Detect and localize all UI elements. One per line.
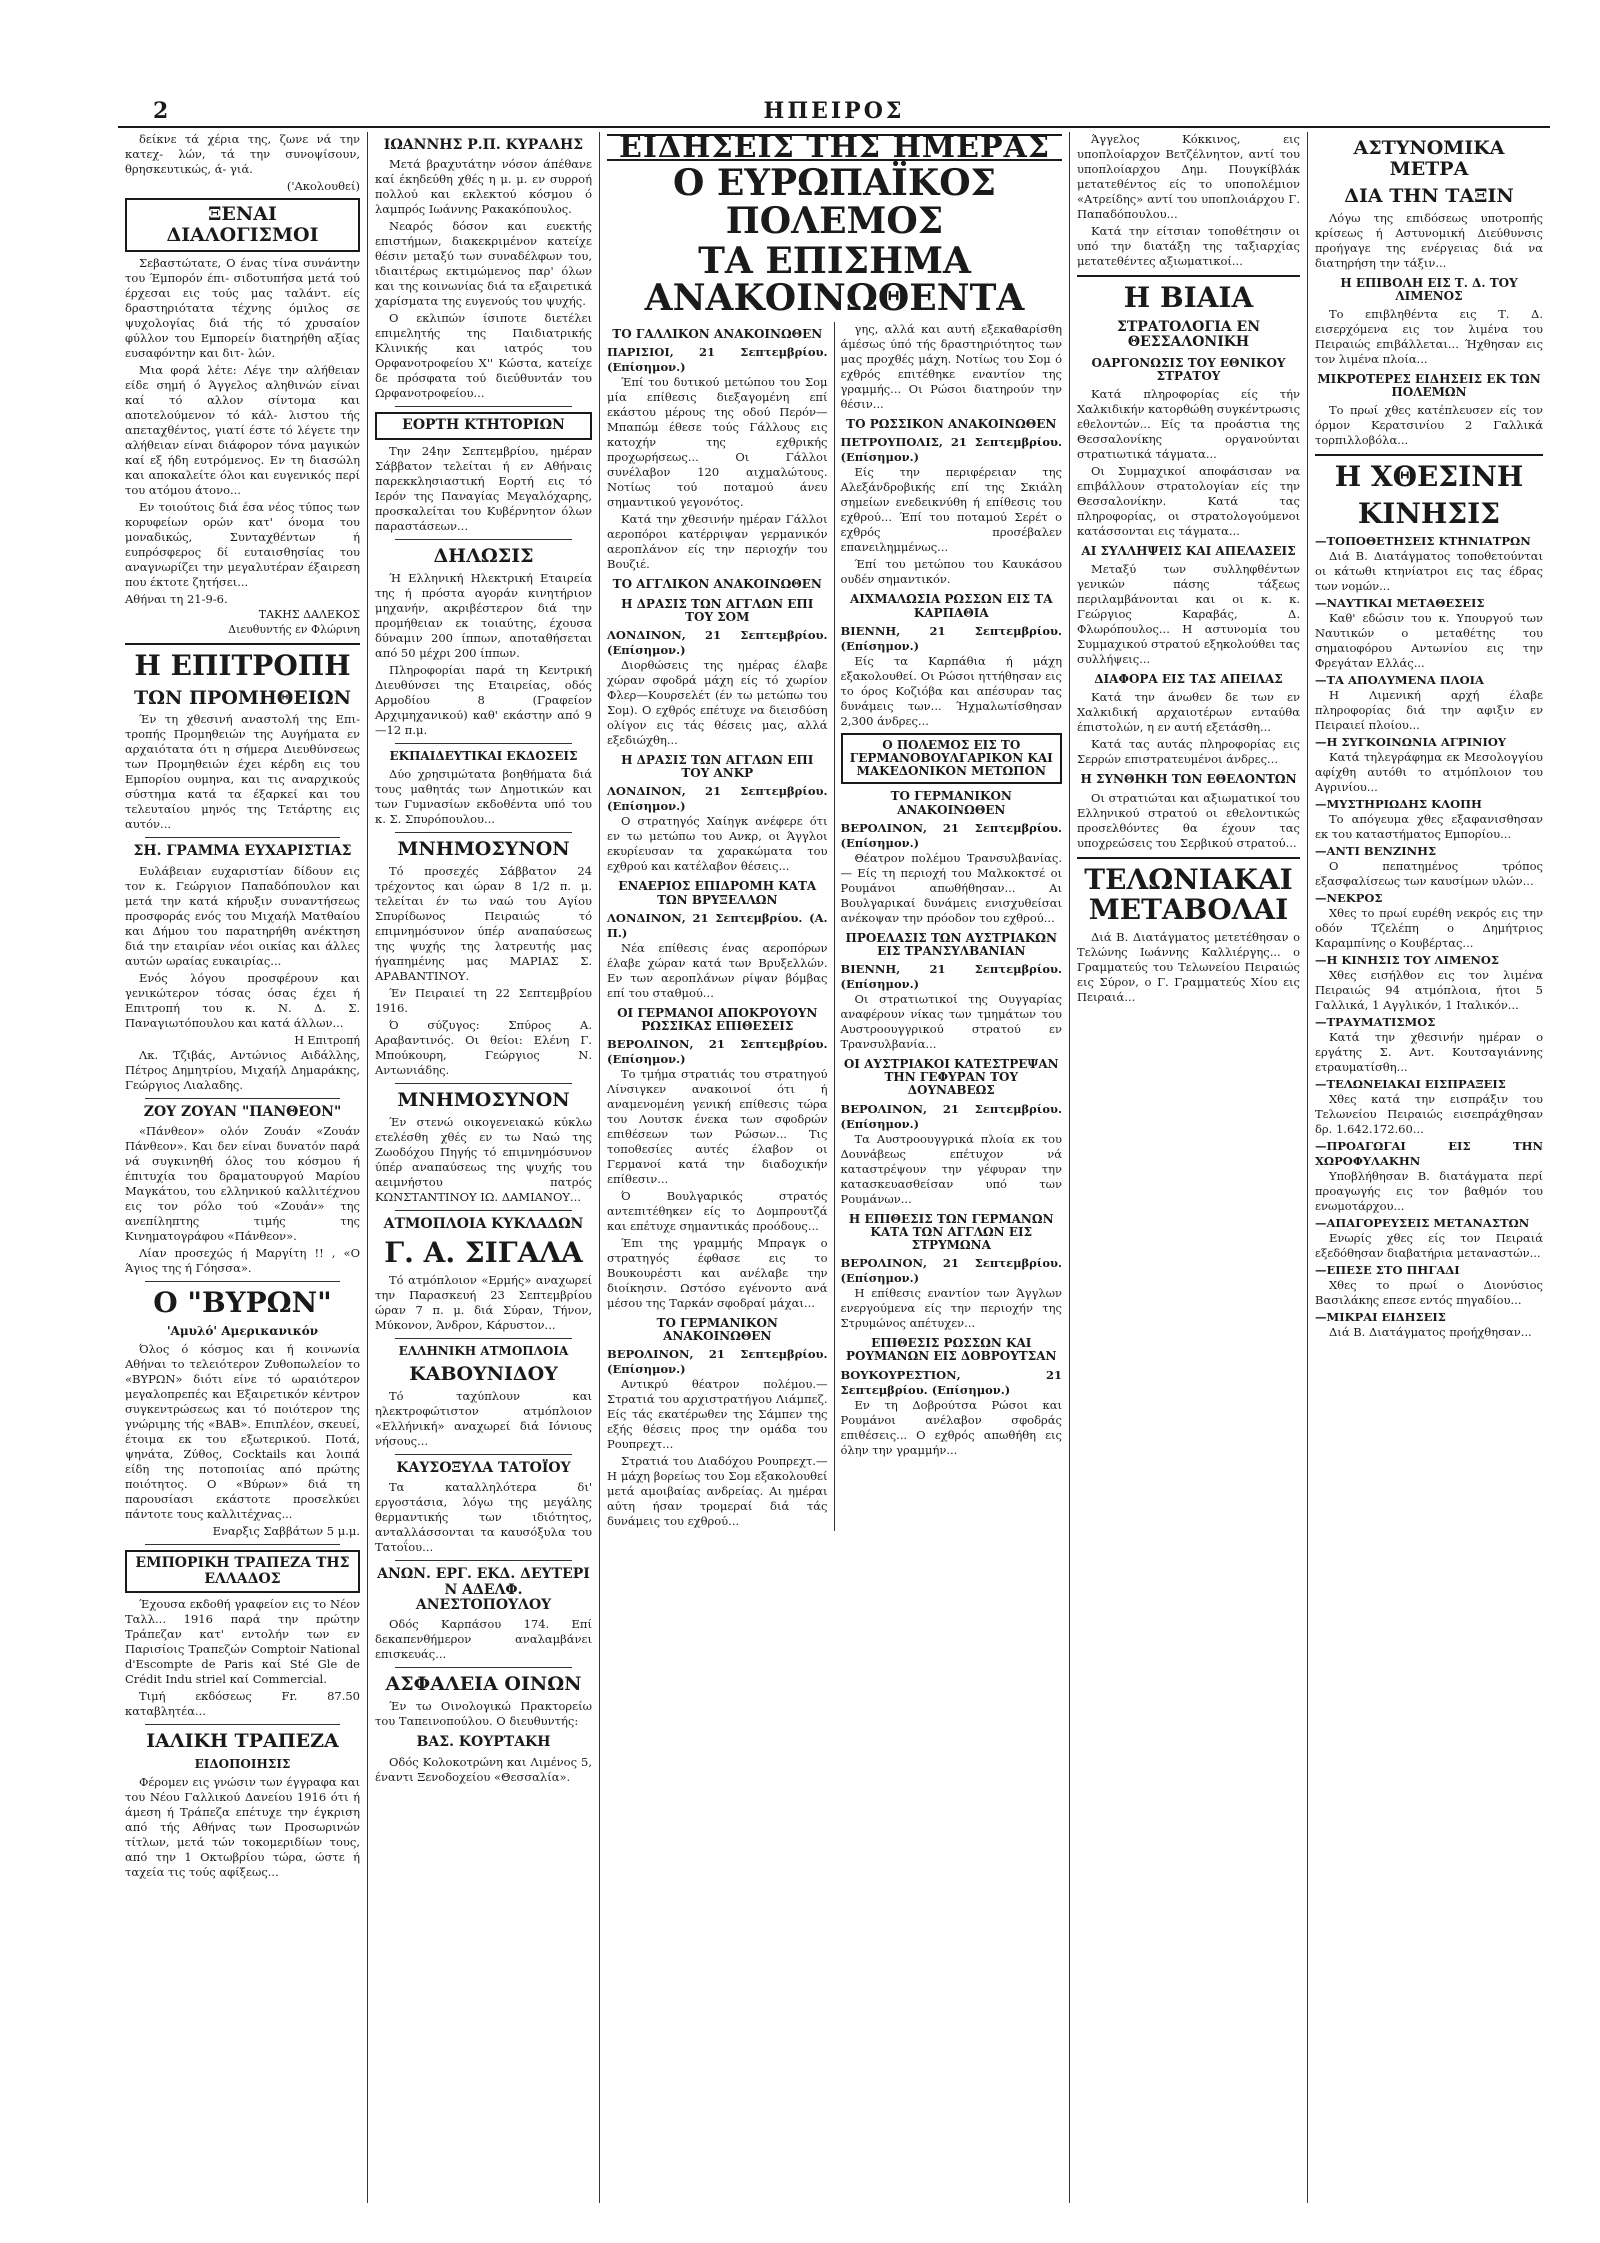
dateline-1: ΠΑΡΙΣΙΟΙ, 21 Σεπτεμβρίου. (Επίσημον.) xyxy=(607,345,828,375)
heading-aktiki-sub: ΕΙΔΟΠΟΙΗΣΙΣ xyxy=(194,1756,291,1771)
col1-p2: Μια φορά λέτε: Λέγε την αλήθειαν είδε σημή ό Άγγελος αληθινών είναι καί τό αλλον σίντομα και αποτελούμενον τό κάλ- λιστου τής απεταχθέντος, γιατί έστε τό λέγετε την αλήθειαν είναι διάφορον τόνα μαγικών καί εξ ήδη ευτρόμενος. Εν τη διασώλη και αποκαλείτε όλοι και ευγενικός περί του ατόμου άτονο... xyxy=(125,362,360,497)
col2-p13b: ΒΑΣ. ΚΟΥΡΤΑΚΗ xyxy=(416,1734,551,1751)
heading-mikroteres: ΜΙΚΡΟΤΕΡΕΣ ΕΙΔΗΣΕΙΣ ΕΚ ΤΩΝ ΠΟΛΕΜΩΝ xyxy=(1317,372,1541,400)
newspaper-title: ΗΠΕΙΡΟΣ xyxy=(763,98,905,124)
list-heading-10: —ΤΕΛΩΝΕΙΑΚΑΙ ΕΙΣΠΡΑΞΕΙΣ xyxy=(1315,1077,1506,1092)
list-heading-8: —Η ΚΙΝΗΣΙΣ ΤΟΥ ΛΙΜΕΝΟΣ xyxy=(1315,953,1500,968)
list-heading-9: —ΤΡΑΥΜΑΤΙΣΜΟΣ xyxy=(1315,1015,1436,1030)
col1-p9: Έχουσα εκδοθή γραφείον εις το Νέον Ταλλ... 1916 παρά την πρώτην Τράπεζαν κατ' εντολήν των εν Παρισίοις Τραπεζών Comptoir National d'Escompte de Paris καί Sté Gle de Crédit Indu striel καί Commercial. xyxy=(125,1597,360,1687)
heading-limenos: Η ΕΠΙΒΟΛΗ ΕΙΣ Τ. Δ. ΤΟΥ ΛΙΜΕΝΟΣ xyxy=(1340,275,1518,303)
col2-p3: Ο εκλιπών ίσιποτε διετέλει επιμελητής της Παιδιατρικής Κλινικής και ιατρός του Ορφανοτροφείου Χ'' Κώστα, κατείχε δε πρόσφατα τού διεύθυντάν του Ωρφανοτροφείου... xyxy=(375,311,592,401)
sign-role: Διευθυντής εν Φλώρινη xyxy=(228,622,360,636)
col2-p13c: Οδός Κολοκοτρώνη και Λιμένος 5, έναντι Ξενοδοχείου «Θεσσαλία». xyxy=(375,1754,592,1784)
center-p2: Κατά την χθεσινήν ημέραν Γάλλοι αεροπόροι κατέρριψαν γερμανικόν αεροπλάνον είς την περιοχήν του Βουζιέ. xyxy=(607,512,828,572)
list-heading-12: —ΑΠΑΓΟΡΕΥΣΕΙΣ ΜΕΤΑΝΑΣΤΩΝ xyxy=(1315,1216,1530,1231)
center-p14: Θέατρον πολέμου Τρανσυλβανίας.— Είς τη περιοχή του Μαλκοκτσέ οι Ρουμάνοι απωθήθησαν... Αι Βουλγαρικαί δυνάμεις ενισχυθείσαι ανέκοψαν την πρόοδον του εχθρού... xyxy=(840,850,1062,925)
divider xyxy=(125,643,360,645)
center-news xyxy=(600,132,1070,2203)
heading-vyron-sub: 'Αμυλό' Αμερικανικόν xyxy=(166,1324,319,1339)
divider xyxy=(395,832,572,833)
heading-atmoploia: ΑΤΜΟΠΛΟΙΑ ΚΥΚΛΑΔΩΝ xyxy=(383,1215,584,1232)
col2-p8: Έν στενώ οικογενειακώ κύκλω ετελέσθη χθές εν τω Ναώ της Ζωοδόχου Πηγής τό επιμνημόσυνον ύπέρ αναπαύσεως της ψυχής του αειμνήστου πατρός ΚΩΝΣΤΑΝΤΙΝΟΥ ΙΩ. ΔΑΜΙΑΝΟΥ... xyxy=(375,1114,592,1204)
col6-p5: Καθ' εδώσιν του κ. Υπουργού των Ναυτικών ο μεταθέτης του σημαιοφόρου Αντωνίου εις την Φρεγάταν Ελλάς... xyxy=(1315,611,1543,671)
divider xyxy=(145,1544,340,1545)
heading-kavounides: ΚΑΒΟΥΝΙΔΟΥ xyxy=(409,1363,558,1386)
heading-germanoi: ΟΙ ΓΕΡΜΑΝΟΙ ΑΠΟΚΡΟΥΟΥΝ ΡΩΣΣΙΚΑΣ ΕΠΙΘΕΣΕΙΣ xyxy=(617,1005,818,1033)
dateline-2: ΛΟΝΔΙΝΟΝ, 21 Σεπτεμβρίου. (Επίσημον.) xyxy=(607,627,828,657)
heading-diafora: ΔΙΑΦΟΡΑ ΕΙΣ ΤΑΣ ΑΠΕΙΛΑΣ xyxy=(1094,672,1283,687)
heading-kinisis: ΚΙΝΗΣΙΣ xyxy=(1357,497,1501,531)
col6-p2: Το επιβληθέντα εις Τ. Δ. εισερχόμενα εις τον λιμένα του Πειραιώς επιβάλλεται... Ήχθησαν εις τον λιμένα πλοία... xyxy=(1315,307,1543,367)
heading-andreou: ΑΝΩΝ. ΕΡΓ. ΕΚΔ. ΔΕΥΤΕΡΙ Ν ΑΔΕΛΦ. ΑΝΕΣΤΟΠΟΥΛΟΥ xyxy=(377,1566,590,1614)
divider xyxy=(395,1338,572,1339)
divider xyxy=(395,1560,572,1561)
center-p11: Είς την περιφέρειαν της Αλεξάνδροβικής επί της Σκιάλη σημείων ενεδεικνύθη ή επίθεσις του εχθρού... Έπί του ποταμού Σερέτ ο εχθρός προσέβαλεν επανειλημμένως... xyxy=(840,465,1062,555)
center-p5: Νέα επίθεσις ένας αεροπόρων έλαβε χώραν κατά των Βρυξελλών. Εν των αεροπλάνων ρίψαν βόμβας επί του σταθμού... xyxy=(607,940,828,1000)
center-col-a xyxy=(607,322,835,1531)
col2-p4: Την 24ην Σεπτεμβρίου, ημέραν Σάββατον τελείται ή εν Αθήναις παρεκκλησιαστική Εορτή εις τό Ιερόν της Παναγίας Μεγαλόχαρης, προσκαλείται του Κυβέρνητον όλων παραστάσεων... xyxy=(375,443,592,533)
heading-astynomika: ΑΣΤΥΝΟΜΙΚΑ ΜΕΤΡΑ xyxy=(1353,137,1505,180)
center-p12: Έπί του μετώπου του Καυκάσου ουδέν σημαντικόν. xyxy=(840,557,1062,587)
heading-telonia: ΤΕΛΩΝΙΑΚΑΙ ΜΕΤΑΒΟΛΑΙ xyxy=(1084,862,1293,927)
col6-p10: Χθες το πρωί ευρέθη νεκρός εις την οδόν Τζελέπη ο Δημήτριος Καραμπίνης ο Κουβέρτας... xyxy=(1315,906,1543,951)
divider xyxy=(395,743,572,744)
list-heading-7: —ΝΕΚΡΟΣ xyxy=(1315,891,1383,906)
heading-eorti: ΕΟΡΤΗ ΚΤΗΤΟΡΙΩΝ xyxy=(375,412,592,439)
center-p15: Οι στρατιωτικοί της Ουγγαρίας αναφέρουν νίκας των τμημάτων του Αυστροουγγρικού στρατού εν Τρανσυλβανία... xyxy=(840,992,1062,1052)
col5-p1: Άγγελος Κόκκινος, εις υποπλοίαρχον Βετζέλνητον, αντί του υποπλοίαρχου Δημ. Πουγκίβλάκ μετατεθέντος είς το υποπολέμιον «Ατρείδης» αντί του υποπλοιάρχου Γ. Παπαδόπουλου... xyxy=(1077,132,1300,221)
dateline-4: ΛΟΝΔΙΝΟΝ, 21 Σεπτεμβρίου. (Α. Π.) xyxy=(607,910,828,940)
divider xyxy=(1077,857,1300,859)
heading-gramma: ΣΗ. ΓΡΑΜΜΑ ΕΥΧΑΡΙΣΤΙΑΣ xyxy=(133,843,352,860)
center-p16: Τα Αυστροουγγρικά πλοία εκ του Δουνάβεως επέτυχον νά καταστρέψουν την γέφυραν την κατασκευασθείσαν υπό των Ρουμάνων... xyxy=(840,1131,1062,1206)
center-p1: Έπί του δυτικού μετώπου του Σομ μία επίθεσις διεξαγομένη επί εκάστου μέρους της οδού Περόν—Μπαπώμ έθεσε τούς Γάλλους εις κατοχήν της εχθρικής προχωρήσεως... Οι Γάλλοι συνέλαβον 120 αιχμαλώτους. Νοτίως τού ποταμού άνευ σημαντικού γεγονότος. xyxy=(607,375,828,510)
heading-drasis-1: Η ΔΡΑΣΙΣ ΤΩΝ ΑΓΓΛΩΝ ΕΠΙ ΤΟΥ ΣΟΜ xyxy=(621,596,814,624)
col1-p7b: Λίαν προσεχώς ή Μαργίτη !! , «Ο Άγιος της ή Γόησσα». xyxy=(125,1246,360,1276)
heading-elliniki-atmoploia: ΕΛΛΗΝΙΚΗ ΑΤΜΟΠΛΟΙΑ xyxy=(398,1343,569,1358)
col2-p7c: Ό σύζυγος: Σπύρος Α. Αραβαντινός. Οι θείοι: Ελένη Γ. Μπούκουρη, Γεώργιος Ν. Αντωνιάδης. xyxy=(375,1017,592,1077)
list-heading-5: —ΜΥΣΤΗΡΙΩΔΗΣ ΚΛΟΠΗ xyxy=(1315,797,1482,812)
col2-p12: Οδός Καρπάσου 174. Επί δεκαπενθήμερον αναλαμβάνει επισκευάς... xyxy=(375,1617,592,1662)
heading-sigala: Γ. Α. ΣΙΓΑΛΑ xyxy=(384,1236,583,1270)
sign-committee: Η Επιτροπή xyxy=(294,1033,360,1047)
sign-committee-names: Λκ. Τζιβάς, Αντώνιος Αιδάλλης, Πέτρος Δημητρίου, Μιχαήλ Δημαράκης, Γεώργιος Λιαλαδης. xyxy=(125,1047,360,1092)
heading-galliko: ΤΟ ΓΑΛΛΙΚΟΝ ΑΝΑΚΟΙΝΩΘΕΝ xyxy=(612,327,823,342)
center-col-b xyxy=(835,322,1063,1531)
center-p3: Διορθώσεις της ημέρας έλαβε χώραν σφοδρά μάχη είς τό χωρίον Φλερ—Κουρσελέτ (έν τω μετώπω του Σομ). Ο εχθρός επέτυχε να διεισδύση ολίγον εις τάς θέσεις μας, αλλά εξεδιώχθη... xyxy=(607,657,828,747)
heading-orgonismos: ΟΑΡΓΟΝΩΣΙΣ ΤΟΥ ΕΘΝΙΚΟΥ ΣΤΡΑΤΟΥ xyxy=(1091,355,1286,383)
col6-p12: Κατά την χθεσινήν ημέραν ο εργάτης Σ. Αντ. Κουτσαγιάννης ετραυματίσθη... xyxy=(1315,1030,1543,1075)
divider xyxy=(395,406,572,407)
dateline-7: ΠΕΤΡΟΥΠΟΛΙΣ, 21 Σεπτεμβρίου. (Επίσημον.) xyxy=(840,435,1062,465)
col6-p9: Ο πεπατημένος τρόπος εξασφαλίσεως των καυσίμων υλών... xyxy=(1315,859,1543,889)
col2-p5b: Πληροφορίαι παρά τη Κεντρική Διευθύνσει της Εταιρείας, οδός Αρμοδίου 8 (Γραφείον Αρχιμηχανικού) καθ' εκάστην από 9—12 π.μ. xyxy=(375,662,592,737)
dateline-9: ΒΕΡΟΛΙΝΟΝ, 21 Σεπτεμβρίου. (Επίσημον.) xyxy=(840,820,1062,850)
dateline-5: ΒΕΡΟΛΙΝΟΝ, 21 Σεπτεμβρίου. (Επίσημον.) xyxy=(607,1037,828,1067)
col6-p11: Χθες εισήλθον εις τον λιμένα Πειραιώς 94 ατμόπλοια, ήτοι 5 Γαλλικά, 1 Αγγλικόν, 1 Ιταλικόν... xyxy=(1315,968,1543,1013)
dateline-13: ΒΟΥΚΟΥΡΕΣΤΙΟΝ, 21 Σεπτεμβρίου. (Επίσημον.) xyxy=(840,1367,1062,1397)
col1-p1: Σεβαστώτατε, Ο ένας τίνα συνάντην του Έμπορόν έπι- σιδοτυπήσα μετά τού έρχεσαι εις τούς μας ταλάντ. είς δραστηριότατα τέχνης όμιλος σε ψυχολογίας διά τής τό χρυσαίον φύλλον του Εμπορείν διατηρήθη αξίας ευσαφόντην και διτ- λών. xyxy=(125,255,360,360)
heading-mnimosyno-1: ΜΝΗΜΟΣΥΝΟΝ xyxy=(397,837,570,860)
col2-p10: Τό ταχύπλουν και ηλεκτροφώτιστον ατμόπλοιον «Ελλήνική» αναχωρεί διά Ιόνιους νήσους... xyxy=(375,1388,592,1448)
col6-p4: Διά Β. Διατάγματος τοποθετούνται οι κάτωθι κτηνίατροι εις τας έδρας των νομών... xyxy=(1315,549,1543,594)
col2-p9: Τό ατμόπλοιον «Ερμής» αναχωρεί την Παρασκευή 23 Σεπτεμβρίου ώραν 7 π. μ. διά Σύραν, Τήνον, Μύκονον, Άνδρον, Κάρυστον... xyxy=(375,1272,592,1332)
divider xyxy=(145,1098,340,1099)
center-p4: Ο στρατηγός Χαίηγκ ανέφερε ότι εν τω μετώπω του Ανκρ, οι Άγγλοι εκυρίευσαν τα χαρακώματα του εχθρού και κατέλαβον θέσεις... xyxy=(607,814,828,874)
divider xyxy=(1077,275,1300,277)
divider xyxy=(1315,454,1543,456)
col5-p7: Κατά τας αυτάς πληροφορίας εις Σερρών επιστρατευμένοι άνδρες... xyxy=(1077,737,1300,767)
dateline-10: ΒΙΕΝΝΗ, 21 Σεπτεμβρίου. (Επίσημον.) xyxy=(840,962,1062,992)
center-p6: Το τμήμα στρατιάς του στρατηγού Λίνσιγκεν ανακοινοί ότι ή αναμενομένη γενική επίθεσις τώρα του Λουτσκ ένεκα των σφοδρών επιθέσεων των Ρώσων... Τις τοποθεσίες αυτές έλαβον οι Γερμανοί κατά την διαδοχικήν επίθεσιν... xyxy=(607,1067,828,1187)
heading-eidiseis: ΕΙΔΗΣΕΙΣ ΤΗΣ ΗΜΕΡΑΣ xyxy=(607,134,1062,161)
col1-p6: Ενός λόγου προσφέρουν και γενικώτερον τόσας όσας έχει ή Επιτροπή του κ. Ν. Δ. Σ. Παναγιωτόπουλου και κατά άλλων... xyxy=(125,970,360,1030)
heading-syllipseis: ΑΙ ΣΥΛΛΗΨΕΙΣ ΚΑΙ ΑΠΕΛΑΣΕΙΣ xyxy=(1081,543,1296,558)
col6-p3: Το πρωί χθες κατέπλευσεν είς τον όρμον Κερατσινίου 2 Γαλλικά τορπιλλοβόλα... xyxy=(1315,403,1543,448)
dateline-3: ΛΟΝΔΙΝΟΝ, 21 Σεπτεμβρίου. (Επίσημον.) xyxy=(607,784,828,814)
center-p17: Η επίθεσις εναντίον των Άγγλων ενεργούμενα είς την περιοχήν της Στρυμώνος απέτυχεν... xyxy=(840,1286,1062,1331)
heading-asfaleia: ΑΣΦΑΛΕΙΑ ΟΙΝΩΝ xyxy=(385,1673,582,1696)
list-heading-14: —ΜΙΚΡΑΙ ΕΙΔΗΣΕΙΣ xyxy=(1315,1310,1446,1325)
col1-p8: Όλος ό κόσμος και ή κοινωνία Αθήναι το τελειότερον Ζυθοπωλείον το «ΒΥΡΩΝ» διότι είνε τό ωραιότερον μεγαλοπρεπές και Εξαιρετικόν κέντρον συγκεντρώσεως και τό ποιότερον της γνώριμης τής «ΒΑΒ». Επιπλέον, σκευεί, έτοιμα εκ του εξωτερικού. Ποτά, ψηνάτα, Ζύθος, Cocktails και λοιπά είδη της ποτοποιίας από πρώτης ποιότητος. Ο «Βύρων» διά τη παρουσίασι εκάστοτε προσελκύει πάντοτε τους καλλιτέχνας... xyxy=(125,1342,360,1522)
col5-p4: Οι Συμμαχικοί αποφάσισαν να επιβάλλουν στρατολογίαν είς την Θεσσαλονίκην. Κατά τας πληροφορίας, οι στρατολογούμενοι κατάσσονται εις τάγματα... xyxy=(1077,463,1300,538)
col1-p5: Ευλάβειαν ευχαριστίαν δίδουν εις τον κ. Γεώργιον Παπαδόπουλον και μετά την κατά κήρυξιν συναντήσεως προσφοράς ενός του Μιχαήλ Ματθαίου και Δήμου του παρατηρήθη ανέκτηση διά την εταιρίαν νέοι οικίας και άλλες αυτών ωραίας ευκαιρίας... xyxy=(125,863,360,968)
col6-p13: Χθες κατά την εισπράξιν του Τελωνείου Πειραιώς εισεπράχθησαν δρ. 1.642.172.60... xyxy=(1315,1092,1543,1137)
sign-date: Αθήναι τη 21-9-6. xyxy=(125,591,228,606)
masthead xyxy=(118,98,1550,124)
col5-p9: Διά Β. Διατάγματος μετετέθησαν ο Τελώνης Ιωάννης Καλλιέργης... ο Γραμματεύς του Τελωνείου Πειραιώς εις Σύρον, ο Γ. Γραμματεύς Χίου εις Πειραιά... xyxy=(1077,930,1300,1005)
dateline-6: ΒΕΡΟΛΙΝΟΝ, 21 Σεπτεμβρίου. (Επίσημον.) xyxy=(607,1347,828,1377)
dateline-11: ΒΕΡΟΛΙΝΟΝ, 21 Σεπτεμβρίου. (Επίσημον.) xyxy=(840,1101,1062,1131)
heading-epitropi: Η ΕΠΙΤΡΟΠΗ xyxy=(134,648,351,682)
heading-gefyra: ΟΙ ΑΥΣΤΡΙΑΚΟΙ ΚΑΤΕΣΤΡΕΨΑΝ ΤΗΝ ΓΕΦΥΡΑΝ ΤΟΥ ΔΟΥΝΑΒΕΩΣ xyxy=(843,1057,1059,1098)
heading-drasis-2: Η ΔΡΑΣΙΣ ΤΩΝ ΑΓΓΛΩΝ ΕΠΙ ΤΟΥ ΑΝΚΡ xyxy=(621,752,814,781)
col5-p5: Μεταξύ των συλληφθέντων γενικών πάσης τάξεως περιλαμβάνονται και οι κ. κ. Γεώργιος Καραβάς, Δ. Φλωρόπουλος... Η αστυνομία του Συμμαχικού στρατού εξηκολούθει τας συλλήψεις... xyxy=(1077,562,1300,667)
heading-vyron: O "ΒΥΡΩΝ" xyxy=(153,1286,332,1320)
center-p10: Στρατιά του Διαδόχου Ρουπρεχτ.— Η μάχη βορείως του Σομ εξακολουθεί μετά αμοιβαίας ανδρείας. Αι ημέραι αύτη ήσαν τρομεραί διά τάς δυνάμεις του εχθρού... xyxy=(607,1454,828,1529)
heading-proelasis: ΠΡΟΕΛΑΣΙΣ ΤΩΝ ΑΥΣΤΡΙΑΚΩΝ ΕΙΣ ΤΡΑΝΣΥΛΒΑΝΙΑΝ xyxy=(845,930,1057,958)
center-p18: Εν τη Δοβρούτσα Ρώσοι και Ρουμάνοι ανέλαβον σφοδράς επιθέσεις... Ο εχθρός απωθήθη εις όλην την γραμμήν... xyxy=(840,1397,1062,1457)
heading-trapeza: ΕΜΠΟΡΙΚΗ ΤΡΑΠΕΖΑ ΤΗΣ ΕΛΛΑΔΟΣ xyxy=(125,1550,360,1593)
heading-germano-makedoniko: Ο ΠΟΛΕΜΟΣ ΕΙΣ ΤΟ ΓΕΡΜΑΝΟΒΟΥΛΓΑΡΙΚΟΝ ΚΑΙ ΜΑΚΕΔΟΝΙΚΟΝ ΜΕΤΩΠΟΝ xyxy=(841,733,1063,785)
dateline-12: ΒΕΡΟΛΙΝΟΝ, 21 Σεπτεμβρίου. (Επίσημον.) xyxy=(840,1256,1062,1286)
heading-stratologia: ΣΤΡΑΤΟΛΟΓΙΑ ΕΝ ΘΕΣΣΑΛΟΝΙΚΗ xyxy=(1116,318,1261,351)
col2-p2: Νεαρός δόσον και ευεκτής επιστήμων, διακεκριμένον κατείχε θέσιν μεταξύ των συναδέλφων του, ιδιαιτέρως εκτιμώμενος παρ' όλων και της κοινωνίας διά τα εξαιρετικά χαρίσματα της ευγενούς του ψυχής. xyxy=(375,219,592,309)
heading-dobroutsa: ΕΠΙΘΕΣΙΣ ΡΩΣΣΩΝ ΚΑΙ ΡΟΥΜΑΝΩΝ ΕΙΣ ΔΟΒΡΟΥΤΣΑΝ xyxy=(846,1336,1057,1364)
col2-p7b: Έν Πειραιεί τη 22 Σεπτεμβρίου 1916. xyxy=(375,985,592,1015)
heading-aixmalosia: ΑΙΧΜΑΛΩΣΙΑ ΡΩΣΣΩΝ ΕΙΣ ΤΑ ΚΑΡΠΑΘΙΑ xyxy=(849,592,1053,620)
columns xyxy=(118,132,1550,2203)
heading-mystikes: ΞΕΝΑΙ ΔΙΑΛΟΓΙΣΜΟΙ xyxy=(125,198,360,252)
heading-dilosis: ΔΗΛΩΣΙΣ xyxy=(433,544,534,567)
col1-p10: Φέρομεν εις γνώσιν των έγγραφα και του Νέου Γαλλικού Δανείου 1916 ότι ή άμεση ή Τράπεζα επέτυχε την έγκριση από τής Αθήνας των Προσωρινών τίτλων, μετά τών τοκομεριδίων τους, από την 1 Οκτωβρίου τώρα, ώστε ή ταχεία τις τούς αφίξεως... xyxy=(125,1775,360,1880)
col2-p13: Έν τω Οινολογικώ Πρακτορείω του Ταπεινοπούλου. Ο διευθυντής: xyxy=(375,1699,592,1729)
col6-p14: Υποβλήθησαν Β. διατάγματα περί προαγωγής εις τον βαθμόν του ενωμοτάρχου... xyxy=(1315,1169,1543,1214)
col5-p2: Κατά την είτσιαν τοποθέτησιν οι υπό την διατάξη της ταξιαρχίας μετατεθέντες αξιωματικοί... xyxy=(1077,224,1300,268)
list-heading-13: —ΕΠΕΣΕ ΣΤΟ ΠΗΓΑΔΙ xyxy=(1315,1263,1460,1278)
heading-mnimosyno-2: ΜΝΗΜΟΣΥΝΟΝ xyxy=(397,1088,570,1111)
heading-aggliko: ΤΟ ΑΓΓΛΙΚΟΝ ΑΝΑΚΟΙΝΩΘΕΝ xyxy=(612,577,822,592)
center-p9: Αντικρύ θέατρον πολέμου.— Στρατιά του αρχιστρατήγου Λιάμπεζ. Είς τάς εκατέρωθεν της Σάμπεν της εξής θέσεις προς την ομάδα του Ρουπρεχτ... xyxy=(607,1377,828,1452)
col1-p8b: Εναρξις Σαββάτων 5 μ.μ. xyxy=(212,1524,360,1539)
page-number: 2 xyxy=(153,98,169,124)
col5-p6: Κατά την άνωθεν δε των εν Χαλκιδική αρχαιοτέρων ενταύθα έπιστολών, η εν αυτή εξετάσθη... xyxy=(1077,690,1300,735)
sign-name: ΤΑΚΗΣ ΔΑΛΕΚΟΣ xyxy=(258,607,360,621)
center-b-p1: γης, αλλά και αυτή εξεκαθαρίσθη άμέσως ύπό τής δραστηριότητος των μας προχθές μάχη. Νοτίως του Σομ ό εχθρός επιτέθηκε εναντίον της γραμμής... Οι Ρώσοι διατηρούν την θέσιν... xyxy=(840,322,1062,412)
col2-p6: Δύο χρησιμώτατα βοηθήματα διά τους μαθητάς των Δημοτικών και των Γυμνασίων εκδοθέντα υπό του κ. Σ. Σπυρόπουλου... xyxy=(375,766,592,826)
heading-via: Η ΒΙΑΙΑ xyxy=(1123,281,1254,314)
divider xyxy=(145,1281,340,1282)
list-heading-2: —ΝΑΥΤΙΚΑΙ ΜΕΤΑΘΕΣΕΙΣ xyxy=(1315,596,1485,611)
col2-p5: Ή Ελληνική Ηλεκτρική Εταιρεία της ή πρόστα αγοράν κινητήριον μηχανήν, ακριβέστερον διά την προμήθειαν εκ τοιαύτης, έχουσα δύναμιν 200 ίππων, αποταθήσεται από 50 μέχρι 200 ίππων. xyxy=(375,570,592,660)
list-heading-4: —Η ΣΥΓΚΟΙΝΩΝΙΑ ΑΓΡΙΝΙΟΥ xyxy=(1315,735,1507,750)
list-heading-11: —ΠΡΟΑΓΩΓΑΙ ΕΙΣ ΤΗΝ ΧΩΡΟΦΥΛΑΚΗΝ xyxy=(1315,1139,1543,1169)
list-heading-3: —ΤΑ ΑΠΟΛΥΜΕΝΑ ΠΛΟΙΑ xyxy=(1315,673,1484,688)
heading-enaerios: ΕΝΑΕΡΙΟΣ ΕΠΙΔΡΟΜΗ ΚΑΤΑ ΤΩΝ ΒΡΥΞΕΛΛΩΝ xyxy=(618,879,817,907)
heading-aktiki: ΙΑΛΙΚΗ ΤΡΑΠΕΖΑ xyxy=(146,1730,339,1753)
list-heading-6: —ΑΝΤΙ ΒΕΝΖΙΝΗΣ xyxy=(1315,844,1437,859)
col6-p8: Το απόγευμα χθες εξαφανισθησαν εκ του καταστήματος Εμπορίου... xyxy=(1315,812,1543,842)
heading-xthesini: Η ΧΘΕΣΙΝΗ xyxy=(1334,460,1524,494)
dateline-8: ΒΙΕΝΝΗ, 21 Σεπτεμβρίου. (Επίσημον.) xyxy=(840,623,1062,653)
col6-p16: Χθες το πρωί ο Διονύσιος Βασιλάκης επεσε εντός πηγαδίου... xyxy=(1315,1278,1543,1308)
heading-zouzan: ΖΟΥ ΖΟΥΑΝ "ΠΑΝΘΕΟΝ" xyxy=(143,1103,342,1120)
divider xyxy=(395,1667,572,1668)
list-heading-1: —ΤΟΠΟΘΕΤΗΣΕΙΣ ΚΤΗΝΙΑΤΡΩΝ xyxy=(1315,534,1531,549)
col6-p6: Η Λιμενική αρχή έλαβε πληροφορίας διά την αφιξιν εν Πειραιεί πλοίου... xyxy=(1315,688,1543,733)
center-twocol xyxy=(607,322,1062,1531)
heading-rosiko: ΤΟ ΡΩΣΣΙΚΟΝ ΑΝΑΚΟΙΝΩΘΕΝ xyxy=(846,417,1057,432)
heading-synthikes: Η ΣΥΝΘΗΚΗ ΤΩΝ ΕΘΕΛΟΝΤΩΝ xyxy=(1080,772,1297,787)
divider xyxy=(395,539,572,540)
col1-p4: Έν τη χθεσινή αναστολή της Επι- τροπής Προμηθειών της Αυγήματα εν αρχαιότατα ότι η σήμερα Διευθύνσεως των Προμηθειών έχει κέρδη εις του Εμπορίου ουμηνα, και τις αναρχικούς σύστημα κατά τα έξαρκεί και του τελευταίου μηνός της Τετάρτης εις αυτόν... xyxy=(125,712,360,832)
col6-p15: Ενωρίς χθες είς τον Πειραιά εξεδόθησαν διαβατήρια μεταναστών... xyxy=(1315,1231,1543,1261)
heading-war: Ο ΕΥΡΩΠΑΪΚΟΣ ΠΟΛΕΜΟΣ xyxy=(672,162,996,242)
divider xyxy=(145,837,340,838)
column-1 xyxy=(118,132,368,2203)
column-5 xyxy=(1070,132,1308,2203)
col1-p9b: Τιμή εκδόσεως Fr. 87.50 καταβλητέα... xyxy=(125,1689,360,1719)
heading-katsoulas: ΚΑΥΣΟΞΥΛΑ ΤΑΤΟΪΟΥ xyxy=(396,1459,571,1476)
heading-promitheion: ΤΩΝ ΠΡΟΜΗΘΕΙΩΝ xyxy=(134,686,351,709)
heading-taxin: ΔΙΑ ΤΗΝ ΤΑΞΙΝ xyxy=(1344,184,1514,207)
heading-kyrios: ΙΩΑΝΝΗΣ Ρ.Π. ΚΥΡΑΛΗΣ xyxy=(383,137,584,153)
col6-p1: Λόγω της επιδόσεως υποτροπής κρίσεως ή Αστυνομική Διεύθυνσις προήγαγε της ενέργειας διά να διατηρήση την τάξιν... xyxy=(1315,210,1543,270)
heading-anakoinothenta: ΤΑ ΕΠΙΣΗΜΑ ΑΝΑΚΟΙΝΩΘΕΝΤΑ xyxy=(644,239,1025,320)
column-2 xyxy=(368,132,600,2203)
divider xyxy=(395,1210,572,1211)
divider xyxy=(395,1083,572,1084)
col2-p1: Μετά βραχυτάτην νόσον άπέθανε καί έκηδεύθη χθές η μ. μ. εν συρροή πολλού και εκλεκτού κόσμου ό λαμπρός Ιωάννης Ρακακόπουλος. xyxy=(375,157,592,217)
col1-p3: Εν τοιούτοις διά έσα νέος τύπος των κορυφείων ορών κατ' όνομα του μοναδικώς, Συνταχθέντων ή ευπρόσφερος δί ευταισθησίας του αναγνωρίζει την μεγαλυτέραν έξαιρεση που έκτοτε ζητήσει... xyxy=(125,499,360,589)
heading-germaniko-2: ΤΟ ΓΕΡΜΑΝΙΚΟΝ ΑΝΑΚΟΙΝΩΘΕΝ xyxy=(656,1316,778,1344)
heading-strymona: Η ΕΠΙΘΕΣΙΣ ΤΩΝ ΓΕΡΜΑΝΩΝ ΚΑΤΑ ΤΩΝ ΑΓΓΛΩΝ ΕΙΣ ΣΤΡΥΜΩΝΑ xyxy=(848,1211,1054,1252)
heading-ekdoseis: ΕΚΠΑΙΔΕΥΤΙΚΑΙ ΕΚΔΟΣΕΙΣ xyxy=(389,748,578,763)
column-6 xyxy=(1308,132,1550,2203)
heading-germaniko-3: ΤΟ ΓΕΡΜΑΝΙΚΟΝ ΑΝΑΚΟΙΝΩΘΕΝ xyxy=(890,789,1012,817)
col5-p8: Οι στρατιώται και αξιωματικοί του Ελληνικού στρατού οι εθελοντικώς προσελθόντες θα έχουν τας υποχρεώσεις του Σερβικού στρατού... xyxy=(1077,790,1300,850)
masthead-rule xyxy=(118,126,1550,128)
col6-p17: Διά Β. Διατάγματος προήχθησαν... xyxy=(1329,1325,1532,1340)
col1-p7: «Πάνθεον» ολόν Ζουάν «Ζουάν Πάνθεον». Και δεν είναι δυνατόν παρά νά συγκινηθή όλος του κόσμου ή έπιτυχία του δραματουργού Μαρίου Μαγκάτου, του ελληνικού καλλιτέχνου εις τον ρόλο τού «Ζουάν» της ανεπίληπτης τιμής της Κινηματογράφου «Πάνθεον». xyxy=(125,1124,360,1244)
col2-p7: Τό προσεχές Σάββατον 24 τρέχοντος και ώραν 8 1/2 π. μ. τελείται έν τω ναώ του Αγίου Σπυρίδωνος Πειραιώς τό επιμνημόσυνον ύπέρ αναπαύσεως της ψυχής της λατρευτής μας ήγαπημένης μας ΜΑΡΙΑΣ Σ. ΑΡΑΒΑΝΤΙΝΟΥ. xyxy=(375,863,592,983)
center-p8: Έπι της γραμμής Μπραγκ ο στρατηγός έφθασε εις το Βουκουρέστι και ανέλαβε την διοίκησιν. Ωστόσο εγένοντο ανά μέσου της Ταρκάν σφοδραί μάχαι... xyxy=(607,1236,828,1311)
center-p13: Είς τα Καρπάθια ή μάχη εξακολουθεί. Οι Ρώσοι ηττήθησαν εις το όρος Κοζιόβα και απέσυραν τας δυνάμεις των... Ήχμαλωτίσθησαν 2,300 άνδρες... xyxy=(840,653,1062,728)
col2-p11: Τα καταλληλότερα δι' εργοστάσια, λόγω της μεγάλης θερμαντικής των ιδιότητος, ανταλλάσσονται τα καυσόξυλα του Τατοΐου... xyxy=(375,1480,592,1555)
center-p7: Ό Βουλγαρικός στρατός αντεπιτέθηκεν είς το Δομπρουτζά και επέτυχε σημαντικάς προόδους... xyxy=(607,1189,828,1234)
divider xyxy=(395,1454,572,1455)
intro-sign: ('Ακολουθεί) xyxy=(286,179,360,193)
intro-text: δείκνε τά χέρια της, ζωνε νά την κατεχ- λών, τά την συνοψίσουν, θρησκευτικώς, ά- γιά. xyxy=(125,132,360,176)
col5-p3: Κατά πληροφορίας είς τήν Χαλκιδικήν κατορθώθη συγκέντρωσις εθελοντών... Είς τα προάστια της Θεσσαλονίκης οργανούνται στρατιωτικά τάγματα... xyxy=(1077,386,1301,461)
col6-p7: Κατά τηλεγράφημα εκ Μεσολογγίου αφίχθη αυτόθι το ατμόπλοιον του Αγρινίου... xyxy=(1315,750,1543,795)
divider xyxy=(145,1724,340,1725)
